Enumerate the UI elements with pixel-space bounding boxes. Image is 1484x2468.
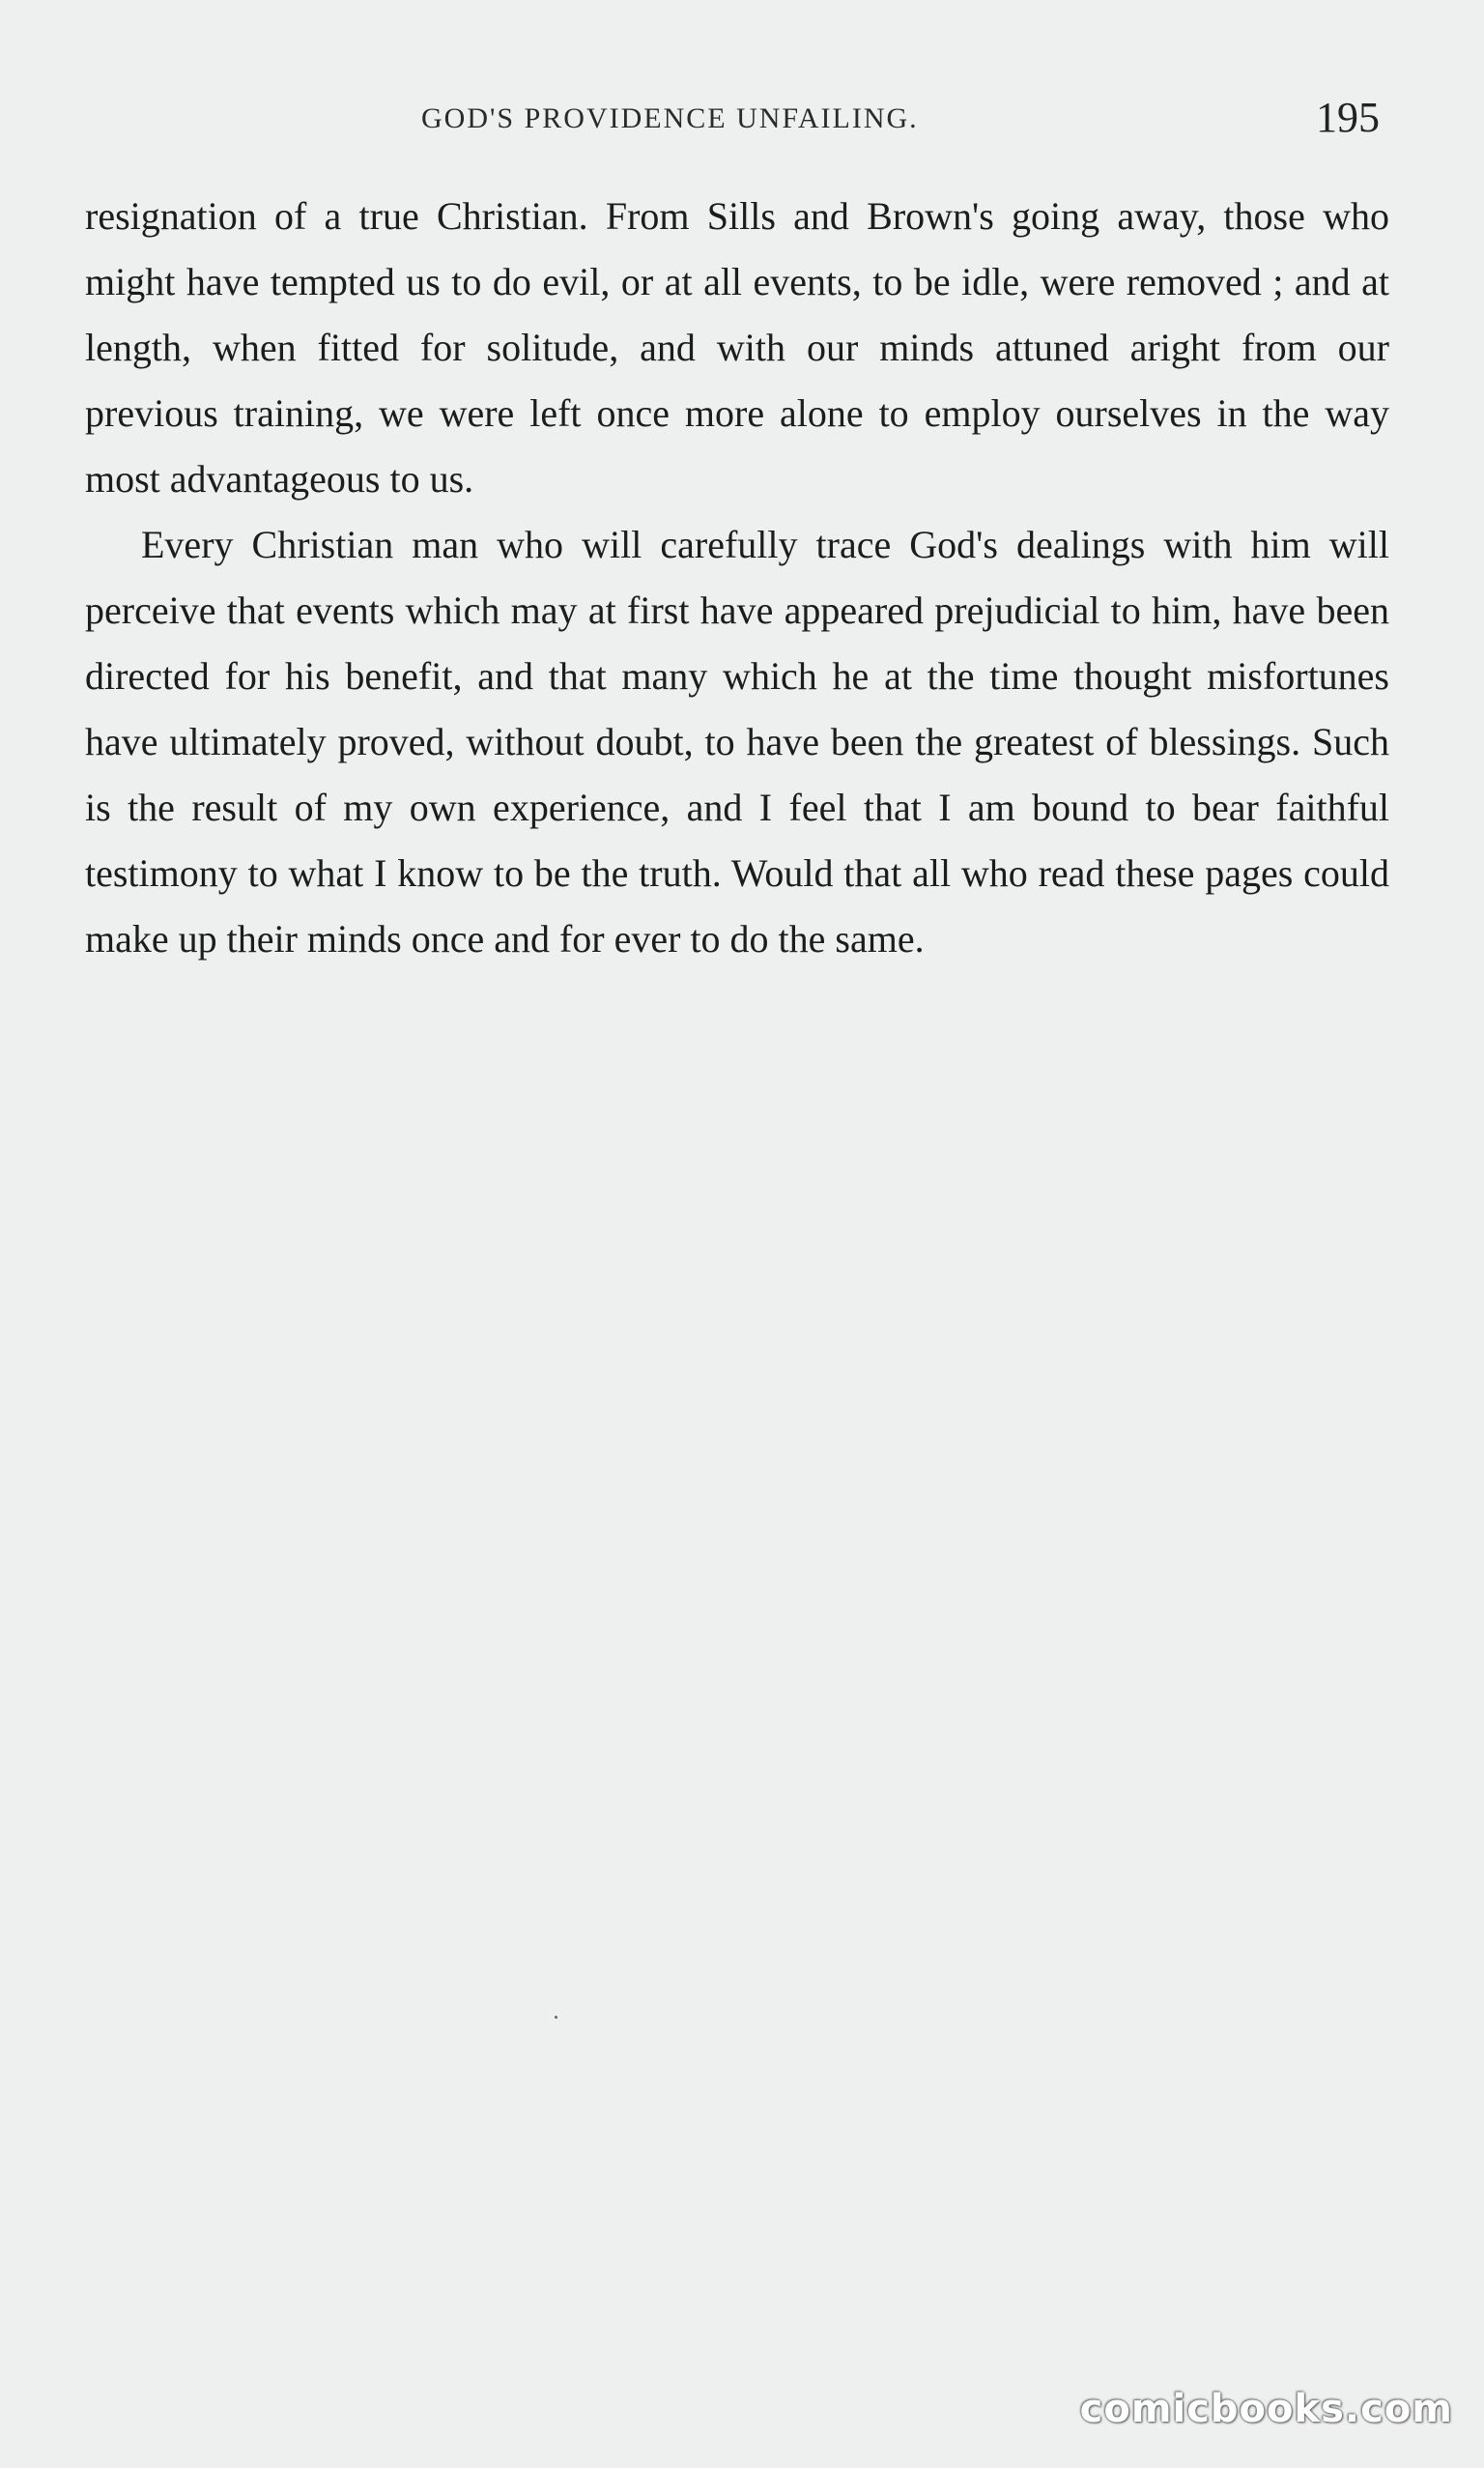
paragraph-main: Every Christian man who will carefully trace God's dealings with him will perceive that events which may at first have appeared prejudicial to him, have been directed for his benefit, and that many which he at the time thought misfortunes have ultimately proved, without doubt, to have been the greatest of blessings. Such is the result of my own experience, and I feel that I am bound to bear faithful testimony to what I know to be the truth. Would that all who read these pages could make up their minds once and for ever to do the same. — [85, 523, 1389, 961]
page-number: 195 — [1316, 94, 1380, 141]
ink-speck — [555, 2016, 557, 2019]
body-text — [85, 184, 1389, 972]
running-title: GOD'S PROVIDENCE UNFAILING. — [421, 102, 919, 134]
paragraph-continuation: resignation of a true Christian. From Sills and Brown's going away, those who might have tempted us to do evil, or at all events, to be idle, were removed ; and at length, when fitted for solitude, and with our minds attuned aright from our previous training, we were left once more alone to employ ourselves in the way most advantageous to us. — [85, 194, 1389, 501]
running-head — [0, 93, 1484, 151]
watermark: comicbooks.com — [1079, 2387, 1453, 2431]
